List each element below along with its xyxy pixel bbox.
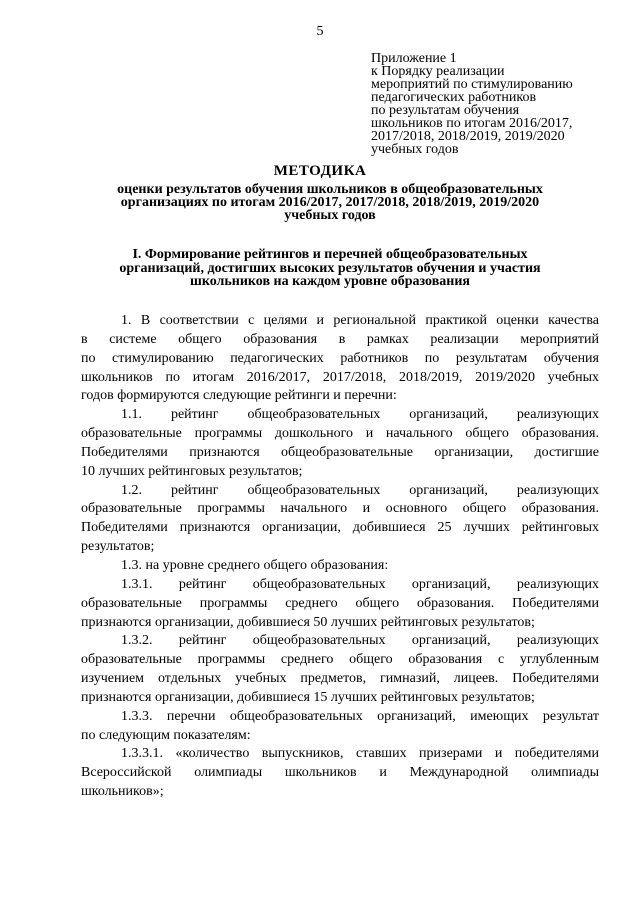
paragraph-line: образовательные программы дошкольного и начального общего образования. [81, 426, 599, 442]
paragraph-line: образовательные программы среднего общего образования. Победителями [81, 595, 599, 611]
document-subtitle [80, 183, 580, 222]
appendix-line: по результатам обучения [371, 103, 520, 118]
paragraph-line: 1. В соответствии с целями и региональной практикой оценки качества [121, 313, 599, 328]
paragraph [81, 406, 599, 481]
paragraph-line: Победителями признаются организации, добившиеся 25 лучших рейтинговых [81, 520, 599, 536]
paragraph-line: по стимулированию педагогических работников по результатам обучения [81, 350, 599, 366]
section-heading-line: I. Формирование рейтингов и перечней общеобразовательных [132, 247, 528, 262]
section-heading [80, 248, 580, 289]
paragraph-line: школьников»; [81, 784, 164, 800]
paragraph-line: образовательные программы начального и основного общего образования. [81, 501, 599, 517]
subtitle-line: организациях по итогам 2016/2017, 2017/2018, 2018/2019, 2019/2020 [120, 195, 540, 210]
paragraph-line: 1.3. на уровне среднего общего образования: [121, 557, 389, 573]
paragraph-line: 10 лучших рейтинговых результатов; [81, 463, 303, 479]
subtitle-line: оценки результатов обучения школьников в общеобразовательных [117, 182, 543, 197]
paragraph-line: школьников по итогам 2016/2017, 2017/2018, 2018/2019, 2019/2020 учебных [81, 369, 599, 385]
appendix-note [371, 52, 611, 156]
paragraph-line: 1.2. рейтинг общеобразовательных организаций, реализующих [121, 482, 599, 498]
paragraph-line: результатов; [81, 539, 155, 555]
paragraph [81, 482, 599, 557]
paragraph-line: Победителями признаются общеобразовательные организации, достигшие [81, 444, 599, 460]
appendix-line: педагогических работников [371, 90, 537, 105]
paragraph [81, 312, 599, 406]
appendix-line: Приложение 1 [371, 51, 457, 66]
paragraph-line: Всероссийской олимпиады школьников и Международной олимпиады [81, 765, 599, 781]
paragraph-line: 1.3.2. рейтинг общеобразовательных организаций, реализующих [121, 633, 599, 649]
paragraph-line: изучением отдельных учебных предметов, гимназий, лицеев. Победителями [81, 671, 599, 687]
paragraph-line: в системе общего образования в рамках реализации мероприятий [81, 331, 599, 347]
paragraph [81, 632, 599, 707]
paragraph-line: 1.3.3.1. «количество выпускников, ставших призерами и победителями [121, 746, 599, 762]
paragraph-line: по следующим показателям: [81, 727, 251, 743]
paragraph [81, 708, 599, 746]
page-number: 5 [316, 24, 324, 39]
paragraph [81, 576, 599, 633]
body-text [81, 312, 599, 802]
paragraph-line: 1.1. рейтинг общеобразовательных организаций, реализующих [121, 407, 599, 423]
paragraph-line: 1.3.3. перечни общеобразовательных организаций, имеющих результат [121, 708, 599, 724]
document-title: МЕТОДИКА [273, 163, 367, 179]
subtitle-line: учебных годов [284, 208, 376, 223]
section-heading-line: школьников на каждом уровне образования [190, 274, 470, 289]
paragraph-line: признаются организации, добившиеся 15 лучших рейтинговых результатов; [81, 689, 535, 705]
appendix-line: к Порядку реализации [371, 64, 505, 79]
section-heading-line: организаций, достигших высоких результатов обучения и участия [119, 260, 541, 276]
paragraph-line: признаются организации, добившиеся 50 лучших рейтинговых результатов; [81, 614, 535, 630]
paragraph-line: образовательные программы среднего общего образования с углубленным [81, 652, 599, 668]
appendix-line: мероприятий по стимулированию [371, 77, 573, 92]
paragraph [81, 745, 599, 802]
paragraph [81, 557, 599, 576]
paragraph-line: 1.3.1. рейтинг общеобразовательных организаций, реализующих [121, 576, 599, 592]
appendix-line: 2017/2018, 2018/2019, 2019/2020 [371, 129, 565, 144]
appendix-line: учебных годов [371, 142, 459, 157]
paragraph-line: годов формируются следующие рейтинги и перечни: [81, 388, 397, 404]
appendix-line: школьников по итогам 2016/2017, [371, 116, 573, 131]
